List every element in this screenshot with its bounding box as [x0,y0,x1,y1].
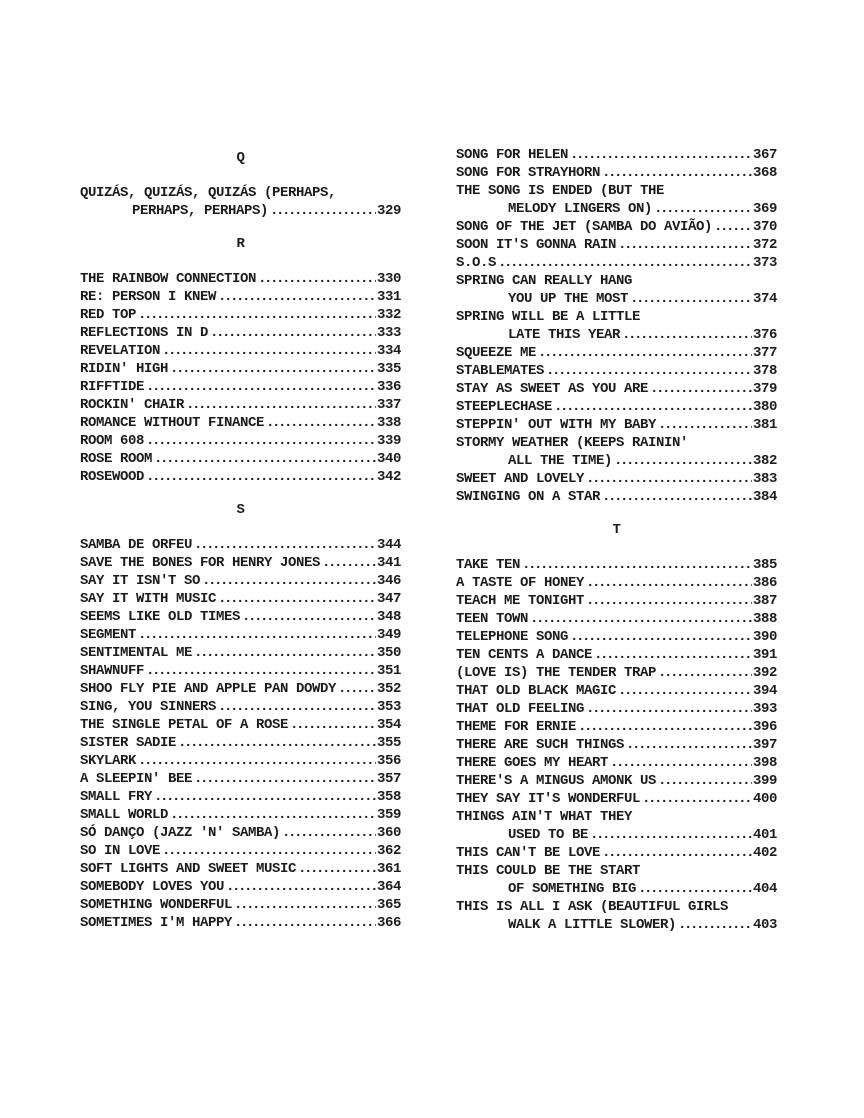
page-number: 394 [752,683,777,699]
index-entry-line [456,380,777,398]
page-number: 366 [376,915,401,931]
index-entry-line [80,842,401,860]
index-entry-line [456,628,777,646]
index-entry-line [456,272,777,290]
dot-leader [712,218,752,236]
index-entry-line [456,164,777,182]
page-number: 373 [752,255,777,271]
entry-title: THERE'S A MINGUS AMONK US [456,773,657,789]
page-number: 331 [376,289,401,305]
entry-title: THERE ARE SUCH THINGS [456,737,625,753]
index-entry-line [80,414,401,432]
index-column [456,146,777,934]
dot-leader [624,736,752,754]
entry-title: TEN CENTS A DANCE [456,647,593,663]
dot-leader [192,644,376,662]
index-entry-line [80,896,401,914]
page-number: 401 [752,827,777,843]
section-letter: Q [236,150,245,166]
page-number: 368 [752,165,777,181]
entry-title: SEGMENT [80,627,137,643]
dot-leader [136,626,376,644]
page-number: 382 [752,453,777,469]
page-number: 391 [752,647,777,663]
dot-leader [608,754,752,772]
index-entry-line [80,626,401,644]
entry-title: SENTIMENTAL ME [80,645,193,661]
entry-title: WALK A LITTLE SLOWER) [508,917,677,933]
dot-leader [600,488,752,506]
dot-leader [192,536,376,554]
page-number: 404 [752,881,777,897]
index-entry-line [80,378,401,396]
page-number: 370 [752,219,777,235]
index-entry-line [80,450,401,468]
dot-leader [320,554,376,572]
index-entry-line [80,572,401,590]
dot-leader [208,324,376,342]
page-number: 355 [376,735,401,751]
dot-leader [232,896,376,914]
page-number: 397 [752,737,777,753]
page-number: 349 [376,627,401,643]
dot-leader [620,326,752,344]
entry-title: ROOM 608 [80,433,145,449]
entry-title: RE: PERSON I KNEW [80,289,217,305]
page-number: 336 [376,379,401,395]
entry-title: SO IN LOVE [80,843,161,859]
entry-title: SAY IT ISN'T SO [80,573,201,589]
page-number: 335 [376,361,401,377]
index-entry-line [80,770,401,788]
entry-title: STAY AS SWEET AS YOU ARE [456,381,649,397]
page-number: 400 [752,791,777,807]
entry-title: TEACH ME TONIGHT [456,593,585,609]
page-number: 392 [752,665,777,681]
dot-leader [648,380,752,398]
index-entry-line [456,146,777,164]
index-entry-line [456,416,777,434]
page-number: 378 [752,363,777,379]
page-number: 330 [376,271,401,287]
page-number: 342 [376,469,401,485]
entry-title: THIS CAN'T BE LOVE [456,845,601,861]
dot-leader [144,662,376,680]
index-entry-line [456,556,777,574]
index-entry-line [456,308,777,326]
entry-title: RIDIN' HIGH [80,361,169,377]
dot-leader [584,470,752,488]
page-number: 329 [376,203,401,219]
index-entry-line [80,270,401,288]
page-number: 360 [376,825,401,841]
index-entry-line [80,288,401,306]
entry-title: SEEMS LIKE OLD TIMES [80,609,241,625]
index-entry-line [456,182,777,200]
page-number: 353 [376,699,401,715]
dot-leader [136,306,376,324]
dot-leader [176,734,376,752]
dot-leader [232,914,376,932]
entry-title: STEPPIN' OUT WITH MY BABY [456,417,657,433]
entry-title: SAVE THE BONES FOR HENRY JONES [80,555,321,571]
index-entry-line [80,536,401,554]
dot-leader [600,844,752,862]
page-number: 398 [752,755,777,771]
index-entry-line [80,360,401,378]
entry-title: SPRING CAN REALLY HANG [456,273,633,289]
page-number: 350 [376,645,401,661]
page-number: 369 [752,201,777,217]
index-entry-line [456,344,777,362]
index-entry-line [80,860,401,878]
index-entry-line [80,590,401,608]
entry-title: SMALL WORLD [80,807,169,823]
entry-title: STORMY WEATHER (KEEPS RAININ' [456,435,689,451]
page-number: 340 [376,451,401,467]
dot-leader [520,556,752,574]
index-entry-line [456,398,777,416]
dot-leader [584,592,752,610]
index-entry-line [80,202,401,220]
dot-leader [636,880,752,898]
index-entry-line [80,680,401,698]
index-entry-line [456,880,777,898]
entry-title: THE RAINBOW CONNECTION [80,271,257,287]
index-entry-line [456,808,777,826]
index-entry-line [456,200,777,218]
dot-leader [612,452,752,470]
entry-title: THE SINGLE PETAL OF A ROSE [80,717,289,733]
page-number: 347 [376,591,401,607]
index-entry-line [80,184,401,202]
page-number: 388 [752,611,777,627]
page-number: 380 [752,399,777,415]
entry-title: ROSEWOOD [80,469,145,485]
entry-title: SOMETIMES I'M HAPPY [80,915,233,931]
entry-title: TAKE TEN [456,557,521,573]
dot-leader [640,790,752,808]
dot-leader [152,788,376,806]
page-number: 356 [376,753,401,769]
page-number: 346 [376,573,401,589]
page-number: 364 [376,879,401,895]
entry-title: STABLEMATES [456,363,545,379]
entry-title: THE SONG IS ENDED (BUT THE [456,183,665,199]
entry-title: THIS IS ALL I ASK (BEAUTIFUL GIRLS [456,899,729,915]
index-entry-line [456,682,777,700]
entry-title: SOFT LIGHTS AND SWEET MUSIC [80,861,297,877]
page-number: 367 [752,147,777,163]
entry-title: THAT OLD BLACK MAGIC [456,683,617,699]
index-page [80,146,777,934]
entry-title: SISTER SADIE [80,735,177,751]
index-entry-line [80,554,401,572]
page-number: 344 [376,537,401,553]
page-number: 383 [752,471,777,487]
page-number: 402 [752,845,777,861]
index-entry-line [456,610,777,628]
entry-title: THERE GOES MY HEART [456,755,609,771]
index-entry-line [80,698,401,716]
page-number: 393 [752,701,777,717]
entry-title: SOON IT'S GONNA RAIN [456,237,617,253]
index-entry-line [456,736,777,754]
entry-title: THIS COULD BE THE START [456,863,641,879]
index-entry-line [80,752,401,770]
page-number: 377 [752,345,777,361]
entry-title: SPRING WILL BE A LITTLE [456,309,641,325]
entry-title: (LOVE IS) THE TENDER TRAP [456,665,657,681]
dot-leader [224,878,376,896]
dot-leader [628,290,752,308]
index-entry-line [456,218,777,236]
dot-leader [544,362,752,380]
dot-leader [184,396,376,414]
page-number: 384 [752,489,777,505]
index-entry-line [456,326,777,344]
entry-title: THINGS AIN'T WHAT THEY [456,809,633,825]
dot-leader [168,806,376,824]
entry-title: THEME FOR ERNIE [456,719,577,735]
index-entry-line [456,592,777,610]
index-entry-line [80,342,401,360]
entry-title: SONG FOR STRAYHORN [456,165,601,181]
entry-title: QUIZÁS, QUIZÁS, QUIZÁS (PERHAPS, [80,185,337,201]
index-entry-line [456,452,777,470]
dot-leader [144,432,376,450]
entry-title: SONG OF THE JET (SAMBA DO AVIÃO) [456,219,713,235]
index-entry-line [80,468,401,486]
dot-leader [676,916,752,934]
dot-leader [656,664,752,682]
entry-title: SONG FOR HELEN [456,147,569,163]
entry-title: SHAWNUFF [80,663,145,679]
page-number: 339 [376,433,401,449]
page-number: 357 [376,771,401,787]
page-number: 351 [376,663,401,679]
dot-leader [152,450,376,468]
entry-title: ROMANCE WITHOUT FINANCE [80,415,265,431]
entry-title: LATE THIS YEAR [508,327,621,343]
index-entry-line [80,716,401,734]
entry-title: SQUEEZE ME [456,345,537,361]
entry-title: TELEPHONE SONG [456,629,569,645]
dot-leader [528,610,752,628]
entry-title: SAY IT WITH MUSIC [80,591,217,607]
entry-title: SING, YOU SINNERS [80,699,217,715]
dot-leader [200,572,376,590]
page-number: 386 [752,575,777,591]
dot-leader [584,574,752,592]
page-number: 333 [376,325,401,341]
index-entry-line [80,324,401,342]
index-entry-line [456,646,777,664]
page-number: 374 [752,291,777,307]
page-number: 376 [752,327,777,343]
index-entry-line [456,772,777,790]
entry-title: THAT OLD FEELING [456,701,585,717]
entry-title: S.O.S [456,255,497,271]
entry-title: MELODY LINGERS ON) [508,201,653,217]
entry-title: SOMETHING WONDERFUL [80,897,233,913]
entry-title: RED TOP [80,307,137,323]
page-number: 361 [376,861,401,877]
page-number: 359 [376,807,401,823]
dot-leader [264,414,376,432]
dot-leader [268,202,376,220]
index-entry-line [80,306,401,324]
index-entry-line [80,878,401,896]
page-number: 354 [376,717,401,733]
index-entry-line [456,664,777,682]
dot-leader [656,416,752,434]
dot-leader [288,716,376,734]
index-entry-line [456,898,777,916]
page-number: 337 [376,397,401,413]
entry-title: PERHAPS, PERHAPS) [132,203,269,219]
page-number: 390 [752,629,777,645]
dot-leader [192,770,376,788]
index-entry-line [456,254,777,272]
page-number: 387 [752,593,777,609]
index-entry-line [80,824,401,842]
section-letter: T [612,522,621,538]
index-entry-line [456,826,777,844]
index-entry-line [80,788,401,806]
entry-title: REVELATION [80,343,161,359]
index-entry-line [80,662,401,680]
index-entry-line [456,236,777,254]
entry-title: ROSE ROOM [80,451,153,467]
dot-leader [136,752,376,770]
index-entry-line [456,574,777,592]
dot-leader [160,342,376,360]
index-entry-line [80,608,401,626]
dot-leader [616,682,752,700]
index-entry-line [456,434,777,452]
entry-title: ROCKIN' CHAIR [80,397,185,413]
entry-title: SAMBA DE ORFEU [80,537,193,553]
page-number: 352 [376,681,401,697]
page-number: 403 [752,917,777,933]
dot-leader [652,200,752,218]
dot-leader [568,146,752,164]
page-number: 348 [376,609,401,625]
page-number: 396 [752,719,777,735]
entry-title: SMALL FRY [80,789,153,805]
entry-title: RIFFTIDE [80,379,145,395]
index-entry-line [456,862,777,880]
index-entry-line [456,488,777,506]
dot-leader [568,628,752,646]
dot-leader [600,164,752,182]
index-entry-line [80,914,401,932]
index-entry-line [456,790,777,808]
index-entry-line [80,396,401,414]
dot-leader [656,772,752,790]
dot-leader [296,860,376,878]
dot-leader [240,608,376,626]
dot-leader [576,718,752,736]
page-number: 381 [752,417,777,433]
index-entry-line [80,806,401,824]
page-number: 362 [376,843,401,859]
index-entry-line [456,362,777,380]
dot-leader [584,700,752,718]
dot-leader [552,398,752,416]
dot-leader [144,468,376,486]
dot-leader [536,344,752,362]
index-entry-line [456,700,777,718]
dot-leader [216,288,376,306]
index-entry-line [80,432,401,450]
dot-leader [216,698,376,716]
index-entry-line [456,290,777,308]
page-number: 385 [752,557,777,573]
entry-title: USED TO BE [508,827,589,843]
entry-title: YOU UP THE MOST [508,291,629,307]
section-letter: R [236,236,245,252]
dot-leader [280,824,376,842]
page-number: 338 [376,415,401,431]
dot-leader [216,590,376,608]
dot-leader [336,680,376,698]
entry-title: REFLECTIONS IN D [80,325,209,341]
entry-title: STEEPLECHASE [456,399,553,415]
entry-title: TEEN TOWN [456,611,529,627]
entry-title: SWINGING ON A STAR [456,489,601,505]
dot-leader [168,360,376,378]
entry-title: ALL THE TIME) [508,453,613,469]
entry-title: SÓ DANÇO (JAZZ 'N' SAMBA) [80,825,281,841]
entry-title: A TASTE OF HONEY [456,575,585,591]
entry-title: SOMEBODY LOVES YOU [80,879,225,895]
page-number: 365 [376,897,401,913]
entry-title: A SLEEPIN' BEE [80,771,193,787]
index-column [80,146,401,934]
page-number: 372 [752,237,777,253]
entry-title: OF SOMETHING BIG [508,881,637,897]
index-entry-line [456,754,777,772]
dot-leader [496,254,752,272]
dot-leader [592,646,752,664]
page-number: 379 [752,381,777,397]
page-number: 332 [376,307,401,323]
index-entry-line [456,844,777,862]
index-entry-line [456,916,777,934]
index-entry-line [80,734,401,752]
dot-leader [160,842,376,860]
page-number: 399 [752,773,777,789]
page-number: 334 [376,343,401,359]
dot-leader [256,270,376,288]
entry-title: SKYLARK [80,753,137,769]
dot-leader [588,826,752,844]
dot-leader [144,378,376,396]
index-entry-line [456,470,777,488]
section-letter: S [236,502,245,518]
page-number: 358 [376,789,401,805]
entry-title: THEY SAY IT'S WONDERFUL [456,791,641,807]
index-entry-line [80,644,401,662]
page-number: 341 [376,555,401,571]
dot-leader [616,236,752,254]
entry-title: SWEET AND LOVELY [456,471,585,487]
entry-title: SHOO FLY PIE AND APPLE PAN DOWDY [80,681,337,697]
index-entry-line [456,718,777,736]
